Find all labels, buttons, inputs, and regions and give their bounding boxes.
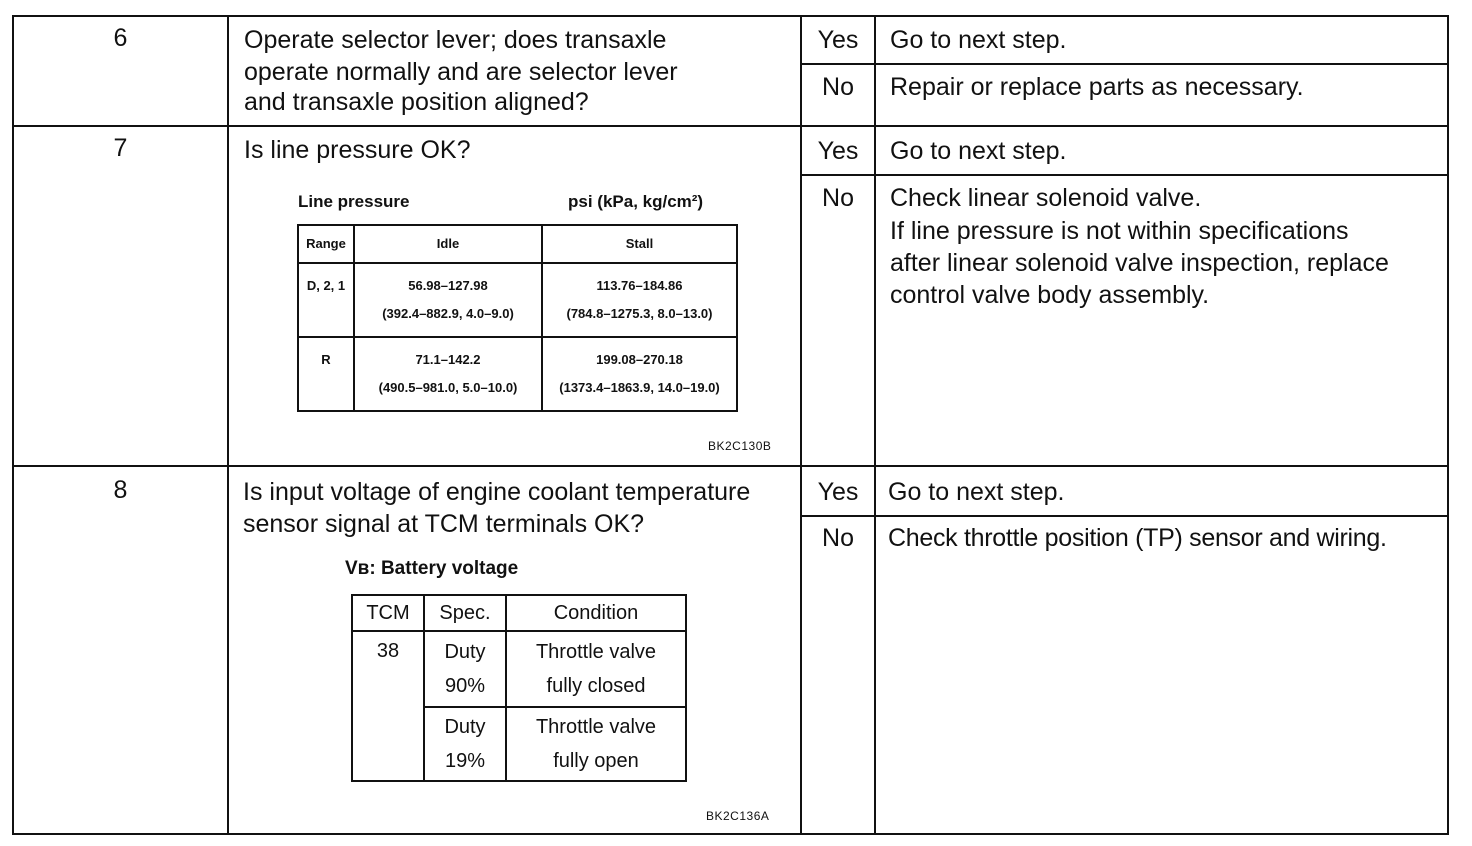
question-line: and transaxle position aligned? (244, 88, 589, 116)
step-number: 6 (113, 24, 128, 52)
no-action-line: Repair or replace parts as necessary. (890, 73, 1304, 101)
yes-action: Go to next step. (890, 137, 1067, 165)
no-action-line: Check linear solenoid valve. (890, 184, 1202, 212)
column-header: Stall (542, 225, 737, 263)
stall-cell: 113.76–184.86 (784.8–1275.3, 8.0–13.0) (542, 263, 737, 337)
yes-label: Yes (817, 26, 859, 54)
question-line: sensor signal at TCM terminals OK? (243, 510, 645, 538)
stall-cell: 199.08–270.18 (1373.4–1863.9, 14.0–19.0) (542, 337, 737, 411)
yes-label: Yes (817, 478, 859, 506)
yes-action: Go to next step. (888, 478, 1065, 506)
range-cell: R (298, 337, 354, 411)
figure-units: psi (kPa, kg/cm²) (568, 192, 704, 211)
no-label: No (822, 73, 854, 101)
step-number: 8 (113, 476, 128, 504)
column-header: Range (298, 225, 354, 263)
condition-cell: Throttle valve fully closed (506, 631, 686, 707)
no-label: No (822, 184, 854, 212)
figure-reference: BK2C136A (706, 809, 770, 823)
idle-cell: 71.1–142.2 (490.5–981.0, 5.0–10.0) (354, 337, 542, 411)
terminal-cell: 38 (352, 631, 424, 781)
line-pressure-table (297, 224, 738, 412)
no-action-line: after linear solenoid valve inspection, replace (890, 249, 1389, 277)
subrow-divider-6 (800, 63, 1449, 65)
column-divider-step (227, 15, 229, 835)
condition-cell: Throttle valve fully open (506, 707, 686, 781)
column-header: Spec. (424, 595, 506, 631)
column-divider-answer (874, 15, 876, 835)
column-header: TCM (352, 595, 424, 631)
step-number: 7 (113, 134, 128, 162)
yes-label: Yes (817, 137, 859, 165)
question-line: Is input voltage of engine coolant temperature (243, 478, 751, 506)
voltage-spec-table (351, 594, 687, 782)
figure-title: Line pressure (298, 192, 410, 211)
no-label: No (822, 524, 854, 552)
question-line: Operate selector lever; does transaxle (244, 26, 667, 54)
yes-action: Go to next step. (890, 26, 1067, 54)
column-header: Idle (354, 225, 542, 263)
question-line: Is line pressure OK? (244, 136, 471, 164)
question-line: operate normally and are selector lever (244, 58, 678, 86)
column-header: Condition (506, 595, 686, 631)
spec-cell: Duty 90% (424, 631, 506, 707)
no-action-line: If line pressure is not within specifications (890, 217, 1349, 245)
idle-cell: 56.98–127.98 (392.4–882.9, 4.0–9.0) (354, 263, 542, 337)
no-action-line: control valve body assembly. (890, 281, 1210, 309)
range-cell: D, 2, 1 (298, 263, 354, 337)
spec-cell: Duty 19% (424, 707, 506, 781)
table-border-right (1447, 15, 1449, 835)
row-divider-7-8 (12, 465, 1449, 467)
no-action-line: Check throttle position (TP) sensor and wiring. (888, 524, 1387, 552)
subrow-divider-7 (800, 174, 1449, 176)
figure-reference: BK2C130B (708, 439, 772, 453)
row-divider-6-7 (12, 125, 1449, 127)
figure-title: Vʙ: Battery voltage (345, 558, 519, 579)
subrow-divider-8 (800, 515, 1449, 517)
